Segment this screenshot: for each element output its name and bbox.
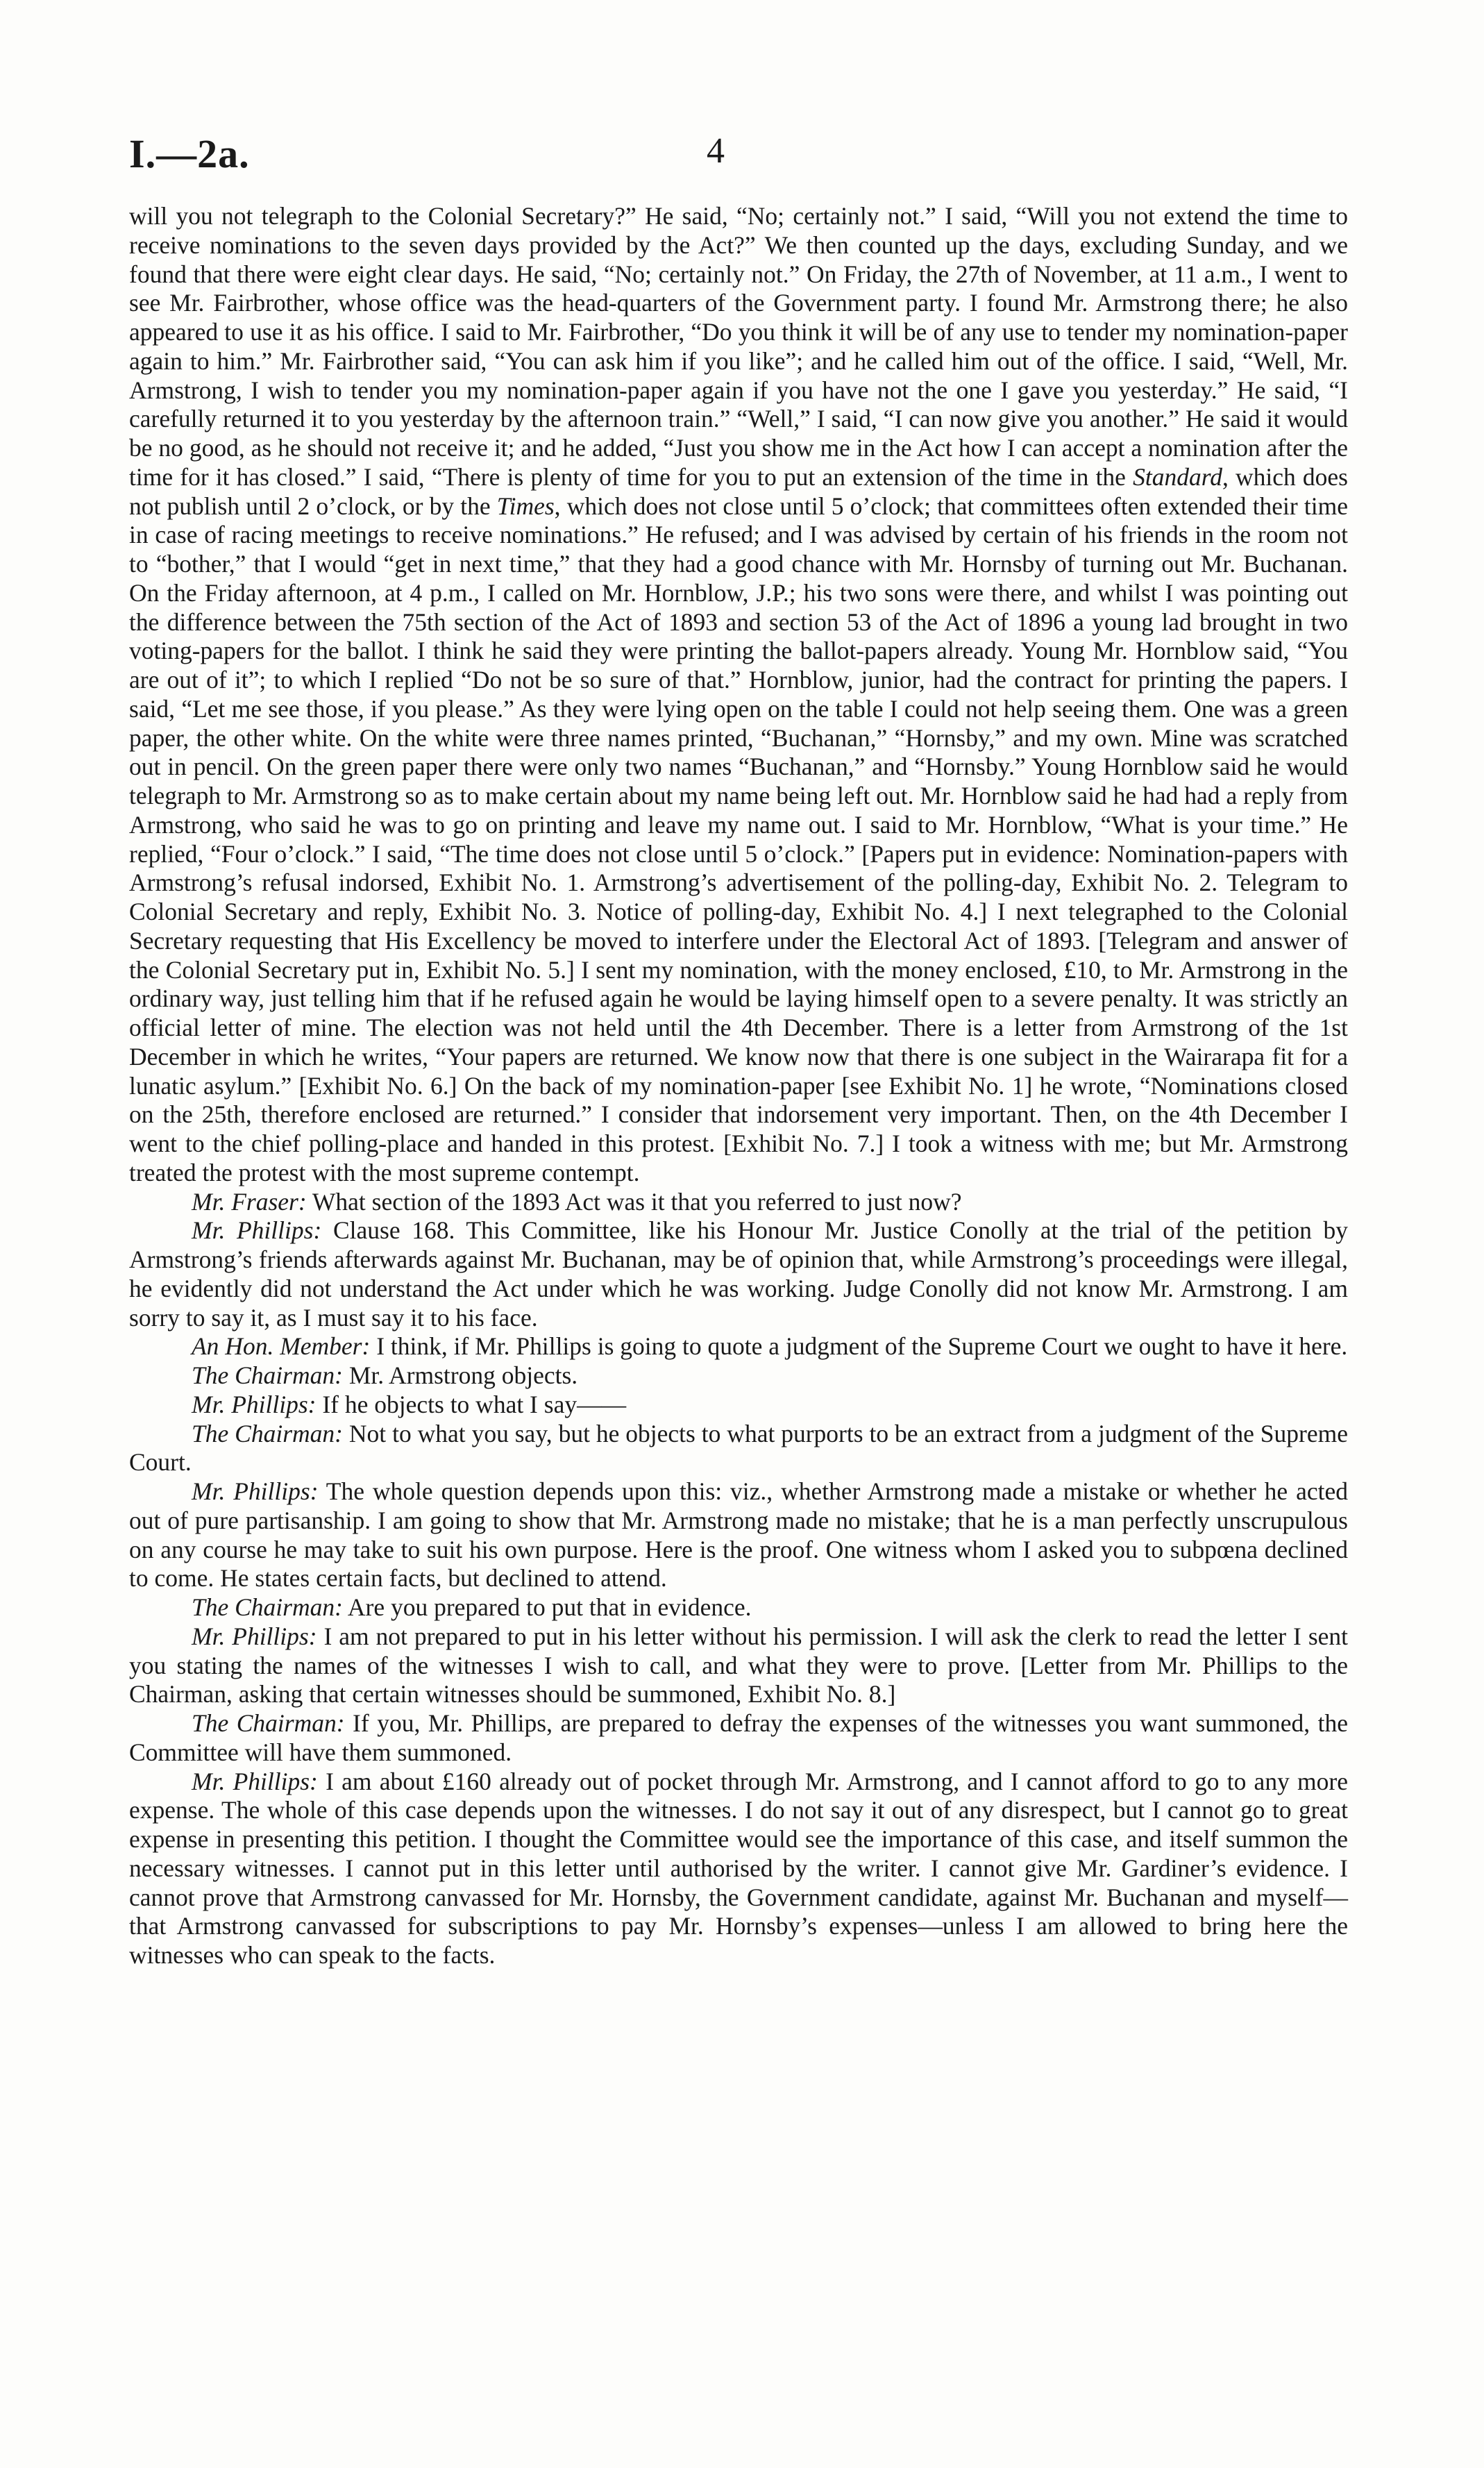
speaker-label: Mr. Phillips: xyxy=(192,1477,319,1505)
dialogue-paragraph xyxy=(129,1188,1348,1217)
testimony-paragraph xyxy=(129,202,1348,1188)
paragraph-text: If he objects to what I say—— xyxy=(316,1390,627,1418)
paragraph-text: Clause 168. This Committee, like his Honour Mr. Justice Conolly at the trial of the petition by Armstrong’s friends afterwards against Mr. Buchanan, may be of opinion that, while Armstrong’s proceedings were illegal, he evidently did not understand the Act under which he was working. Judge Conolly did not know Mr. Armstrong. I am sorry to say it, as I must say it to his face. xyxy=(129,1216,1348,1332)
paragraph-text: Are you prepared to put that in evidence. xyxy=(342,1593,752,1621)
paragraph-text: The whole question depends upon this: viz., whether Armstrong made a mistake or whether he acted out of pure partisanship. I am going to show that Mr. Armstrong made no mistake; that he is a man perfectly unscrupulous on any course he may take to suit his own purpose. Here is the proof. One witness whom I asked you to subpœna declined to come. He states certain facts, but declined to attend. xyxy=(129,1477,1348,1593)
paragraph-text: , which does not close until 5 o’clock; that committees often extended their time in case of racing meetings to receive nominations.” He refused; and I was advised by certain of his friends in the room not to “bother,” that I would “get in next time,” that they had a good chance with Mr. Hornsby of turning out Mr. Buchanan. On the Friday afternoon, at 4 p.m., I called on Mr. Hornblow, J.P.; his two sons were there, and whilst I was pointing out the difference between the 75th section of the Act of 1893 and section 53 of the Act of 1896 a young lad brought in two voting-papers for the ballot. I think he said they were printing the ballot-papers already. Young Mr. Hornblow said, “You are out of it”; to which I replied “Do not be so sure of that.” Hornblow, junior, had the contract for printing the papers. I said, “Let me see those, if you please.” As they were lying open on the table I could not help seeing them. One was a green paper, the other white. On the white were three names printed, “Buchanan,” “Hornsby,” and my own. Mine was scratched out in pencil. On the green paper there were only two names “Buchanan,” and “Hornsby.” Young Hornblow said he would telegraph to Mr. Armstrong so as to make certain about my name being left out. Mr. Hornblow said he had had a reply from Armstrong, who said he was to go on printing and leave my name out. I said to Mr. Hornblow, “What is your time.” He replied, “Four o’clock.” I said, “The time does not close until 5 o’clock.” [Papers put in evidence: Nomination-papers with Armstrong’s refusal indorsed, Exhibit No. 1. Armstrong’s advertisement of the polling-day, Exhibit No. 2. Telegram to Colonial Secretary and reply, Exhibit No. 3. Notice of polling-day, Exhibit No. 4.] I next telegraphed to the Colonial Secretary requesting that His Excellency be moved to interfere under the Electoral Act of 1893. [Telegram and answer of the Colonial Secretary put in, Exhibit No. 5.] I sent my nomination, with the money enclosed, £10, to Mr. Armstrong in the ordinary way, just telling him that if he refused again he would be laying himself open to a severe penalty. It was strictly an official letter of mine. The election was not held until the 4th December. There is a letter from Armstrong of the 1st December in which he writes, “Your papers are returned. We know now that there is one subject in the Wairarapa fit for a lunatic asylum.” [Exhibit No. 6.] On the back of my nomination-paper [see Exhibit No. 1] he wrote, “Nominations closed on the 25th, therefore enclosed are returned.” I consider that indorsement very important. Then, on the 4th December I went to the chief polling-place and handed in this protest. [Exhibit No. 7.] I took a witness with me; but Mr. Armstrong treated the protest with the most supreme contempt. xyxy=(129,492,1349,1186)
speaker-label: The Chairman: xyxy=(192,1419,343,1447)
speaker-label: An Hon. Member: xyxy=(192,1332,371,1361)
italic-term: Times xyxy=(496,492,555,520)
italic-term: Standard xyxy=(1133,462,1222,491)
speaker-label: The Chairman: xyxy=(192,1361,343,1389)
dialogue-paragraph xyxy=(129,1332,1348,1361)
testimony-body xyxy=(129,202,1348,1970)
speaker-label: Mr. Phillips: xyxy=(192,1390,317,1418)
paragraph-text: If you, Mr. Phillips, are prepared to defray the expenses of the witnesses you want summoned, the Committee will have them summoned. xyxy=(129,1709,1348,1766)
paragraph-text: I am about £160 already out of pocket through Mr. Armstrong, and I cannot afford to go to any more expense. The whole of this case depends upon the witnesses. I do not say it out of any disrespect, but I cannot go to great expense in presenting this petition. I thought the Committee would see the importance of this case, and itself summon the necessary witnesses. I cannot put in this letter until authorised by the writer. I cannot give Mr. Gardiner’s evidence. I cannot prove that Armstrong canvassed for Mr. Hornsby, the Government candidate, against Mr. Buchanan and myself—that Armstrong canvassed for subscriptions to pay Mr. Hornsby’s expenses—unless I am allowed to bring here the witnesses who can speak to the facts. xyxy=(129,1767,1349,1969)
paragraph-text: Mr. Armstrong objects. xyxy=(342,1361,578,1389)
speaker-label: Mr. Phillips: xyxy=(192,1767,318,1795)
dialogue-paragraph xyxy=(129,1391,1348,1420)
dialogue-paragraph xyxy=(129,1361,1348,1391)
dialogue-paragraph xyxy=(129,1216,1348,1332)
speaker-label: The Chairman: xyxy=(192,1593,343,1621)
speaker-label: Mr. Fraser: xyxy=(192,1187,307,1216)
dialogue-paragraph xyxy=(129,1477,1348,1593)
dialogue-paragraph xyxy=(129,1593,1348,1622)
dialogue-paragraph xyxy=(129,1622,1348,1709)
page-number: 4 xyxy=(707,131,725,171)
parliamentary-paper-reference: I.—2a. xyxy=(129,131,250,176)
speaker-label: Mr. Phillips: xyxy=(192,1216,322,1245)
dialogue-paragraph xyxy=(129,1768,1348,1970)
paragraph-text: What section of the 1893 Act was it that you referred to just now? xyxy=(306,1187,962,1216)
paragraph-text: I think, if Mr. Phillips is going to quote a judgment of the Supreme Court we ought to have it here. xyxy=(370,1332,1348,1361)
paragraph-text: I am not prepared to put in his letter without his permission. I will ask the clerk to read the letter I sent you stating the names of the witnesses I wish to call, and what they were to prove. [Letter from Mr. Phillips to the Chairman, asking that certain witnesses should be summoned, Exhibit No. 8.] xyxy=(129,1622,1349,1709)
dialogue-paragraph xyxy=(129,1420,1348,1478)
speaker-label: Mr. Phillips: xyxy=(192,1622,317,1650)
paragraph-text: will you not telegraph to the Colonial Secretary?” He said, “No; certainly not.” I said, “Will you not extend the time to receive nominations to the seven days provided by the Act?” We then counted up the days, excluding Sunday, and we found that there were eight clear days. He said, “No; certainly not.” On Friday, the 27th of November, at 11 a.m., I went to see Mr. Fairbrother, whose office was the head-quarters of the Government party. I found Mr. Armstrong there; he also appeared to use it as his office. I said to Mr. Fairbrother, “Do you think it will be of any use to tender my nomination-paper again to him.” Mr. Fairbrother said, “You can ask him if you like”; and he called him out of the office. I said, “Well, Mr. Armstrong, I wish to tender you my nomination-paper again if you have not the one I gave you yesterday.” He said, “I carefully returned it to you yesterday by the afternoon train.” “Well,” I said, “I can now give you another.” He said it would be no good, as he should not receive it; and he added, “Just you show me in the Act how I can accept a nomination after the time for it has closed.” I said, “There is plenty of time for you to put an extension of the time in the xyxy=(129,202,1348,491)
paragraph-text: , which does not publish until 2 o’clock, or by the xyxy=(129,462,1348,520)
paragraph-text: Not to what you say, but he objects to what purports to be an extract from a judgment of the Supreme Court. xyxy=(129,1419,1348,1477)
dialogue-paragraph xyxy=(129,1709,1348,1768)
speaker-label: The Chairman: xyxy=(192,1709,345,1737)
